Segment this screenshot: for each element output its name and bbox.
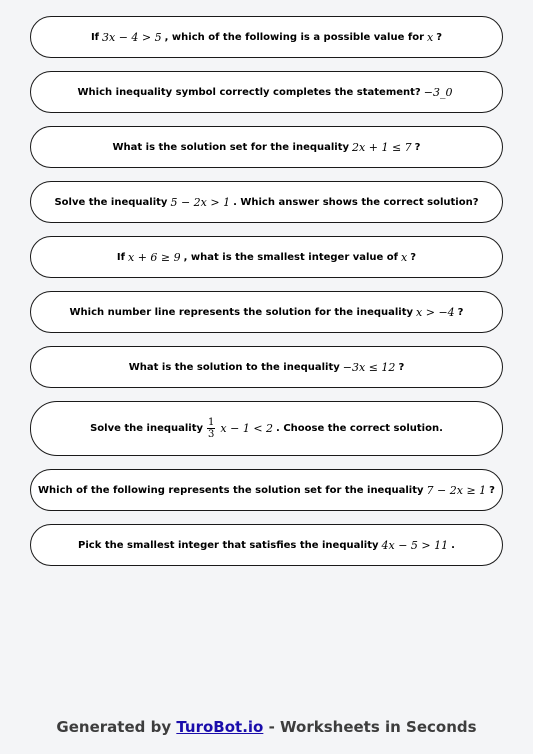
- question-9: [30, 469, 503, 511]
- question-6: [30, 291, 503, 333]
- question-9-text: Which of the following represents the solution set for the inequality: [38, 484, 424, 496]
- question-10-text: Pick the smallest integer that satisfies the inequality: [78, 539, 379, 551]
- question-4-math: 5 − 2x > 1: [170, 195, 231, 209]
- question-9-math: 7 − 2x ≥ 1: [426, 483, 487, 497]
- question-8-text-2: . Choose the correct solution.: [276, 423, 443, 434]
- question-4-text-2: . Which answer shows the correct solution?: [233, 196, 479, 208]
- question-3-math: 2x + 1 ≤ 7: [352, 140, 412, 154]
- question-8-text: Solve the inequality: [90, 423, 204, 434]
- question-7: [30, 346, 503, 388]
- question-6-text-2: ?: [457, 306, 464, 318]
- question-7-text-2: ?: [398, 361, 405, 373]
- question-5-math: x + 6 ≥ 9: [128, 250, 181, 264]
- question-2-math: −3_0: [423, 85, 453, 99]
- question-7-math: −3x ≤ 12: [342, 360, 396, 374]
- question-2-text: Which inequality symbol correctly completes the statement?: [77, 86, 421, 98]
- question-5-text-3: ?: [410, 251, 417, 263]
- question-7-text: What is the solution to the inequality: [128, 361, 340, 373]
- question-1-text: If: [90, 31, 100, 43]
- fraction-one-third: [207, 417, 215, 440]
- question-2: [30, 71, 503, 113]
- question-10-text-2: .: [451, 539, 455, 551]
- question-5-text-2: , what is the smallest integer value of: [183, 251, 399, 263]
- question-9-text-2: ?: [489, 484, 495, 496]
- question-1-text-2: , which of the following is a possible value for: [164, 31, 425, 43]
- question-5-math-2: x: [401, 250, 408, 264]
- question-list: [30, 16, 503, 579]
- footer-suffix: - Worksheets in Seconds: [263, 718, 477, 736]
- question-10-math: 4x − 5 > 11: [381, 538, 449, 552]
- footer: [0, 718, 533, 736]
- question-8-math: x − 1 < 2: [220, 422, 274, 435]
- question-4: [30, 181, 503, 223]
- turobot-link[interactable]: TuroBot.io: [176, 718, 264, 736]
- question-4-text: Solve the inequality: [54, 196, 168, 208]
- footer-prefix: Generated by: [56, 718, 177, 736]
- question-3-text: What is the solution set for the inequality: [112, 141, 350, 153]
- question-6-text: Which number line represents the solution for the inequality: [69, 306, 414, 318]
- question-8: [30, 401, 503, 456]
- question-3: [30, 126, 503, 168]
- question-5-text: If: [116, 251, 125, 263]
- question-6-math: x > −4: [416, 305, 455, 319]
- question-1-text-3: ?: [436, 31, 443, 43]
- question-1-math: 3x − 4 > 5: [102, 30, 162, 44]
- question-1: [30, 16, 503, 58]
- question-5: [30, 236, 503, 278]
- fraction-numerator: 1: [208, 417, 215, 428]
- fraction-denominator: 3: [208, 429, 215, 440]
- question-10: [30, 524, 503, 566]
- question-1-math-2: x: [427, 30, 434, 44]
- question-3-text-2: ?: [414, 141, 421, 153]
